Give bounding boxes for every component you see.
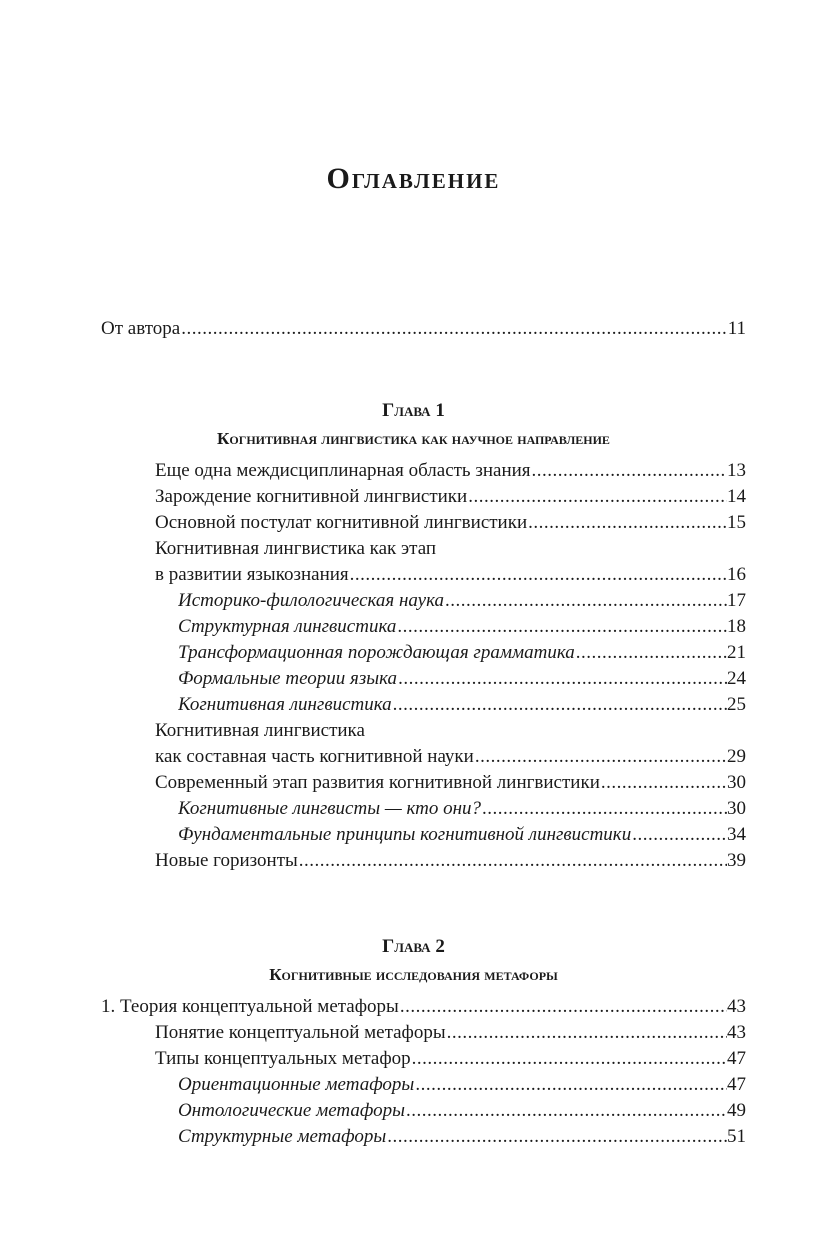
toc-entry[interactable] — [155, 770, 746, 796]
toc-entry-text: Трансформационная порождающая грамматика — [178, 642, 575, 663]
toc-page-number: 43 — [727, 1022, 746, 1043]
toc-leader — [180, 316, 728, 342]
toc-leader — [631, 822, 727, 848]
toc-page-number: 24 — [727, 668, 746, 689]
toc-entry[interactable] — [155, 1020, 746, 1046]
toc-entry-text: в развитии языкознания — [155, 564, 349, 585]
toc-page-number: 25 — [727, 694, 746, 715]
toc-leader — [600, 770, 727, 796]
toc-page-number: 21 — [727, 642, 746, 663]
toc-entry[interactable] — [155, 1046, 746, 1072]
toc-page-number: 14 — [727, 486, 746, 507]
toc-leader — [444, 588, 727, 614]
toc-entry-text: Историко-филологическая наука — [178, 590, 445, 611]
toc-entry[interactable] — [155, 510, 746, 536]
toc-page-number: 18 — [727, 616, 746, 637]
toc-leader — [397, 666, 727, 692]
toc-subentry[interactable] — [178, 1072, 746, 1098]
toc-page-number: 47 — [727, 1074, 746, 1095]
toc-subentry[interactable] — [178, 666, 746, 692]
toc-entry-text: Когнитивная лингвистика — [178, 694, 392, 715]
toc-entry[interactable] — [155, 458, 746, 484]
toc-leader — [405, 1098, 727, 1124]
toc-page-number: 47 — [727, 1048, 746, 1069]
toc-page-number: 51 — [727, 1126, 746, 1147]
toc-entry[interactable] — [155, 484, 746, 510]
toc-subentry[interactable] — [178, 692, 746, 718]
toc-entry-text-first-line[interactable]: Когнитивная лингвистика — [155, 720, 365, 741]
toc-leader — [298, 848, 727, 874]
toc-leader — [386, 1124, 727, 1150]
toc-entry-text: Формальные теории языка — [178, 668, 398, 689]
toc-leader — [527, 510, 727, 536]
toc-page-number: 15 — [727, 512, 746, 533]
toc-leader — [411, 1046, 727, 1072]
toc-page-number: 11 — [727, 318, 746, 339]
toc-entry-text: Понятие концептуальной метафоры — [155, 1022, 446, 1043]
toc-subentry[interactable] — [178, 822, 746, 848]
toc-entry[interactable] — [155, 562, 746, 588]
toc-leader — [575, 640, 727, 666]
toc-entry-preface[interactable] — [101, 316, 746, 342]
page-title: Оглавление — [326, 162, 501, 195]
toc-leader — [414, 1072, 727, 1098]
toc-entry-text: Зарождение когнитивной лингвистики — [155, 486, 468, 507]
toc-leader — [481, 796, 727, 822]
toc-subentry[interactable] — [178, 1124, 746, 1150]
toc-entry-text: Фундаментальные принципы когнитивной лингвистики — [178, 824, 632, 845]
toc-leader — [399, 994, 727, 1020]
toc-leader — [349, 562, 727, 588]
chapter-1-title: Когнитивная лингвистика как научное направление — [217, 429, 610, 448]
toc-entry-text: Еще одна междисциплинарная область знания — [155, 460, 531, 481]
toc-entry-text: Новые горизонты — [155, 850, 298, 871]
chapter-2-title: Когнитивные исследования метафоры — [269, 965, 558, 984]
toc-page-number: 30 — [727, 798, 746, 819]
toc-entry-text: Онтологические метафоры — [178, 1100, 405, 1121]
toc-entry-text: Ориентационные метафоры — [178, 1074, 415, 1095]
toc-leader — [392, 692, 727, 718]
toc-page-number: 13 — [727, 460, 746, 481]
toc-leader — [467, 484, 727, 510]
toc-entry-text: Основной постулат когнитивной лингвистики — [155, 512, 528, 533]
toc-page-number: 30 — [727, 772, 746, 793]
toc-entry-text: Структурные метафоры — [178, 1126, 387, 1147]
toc-entry-text: 1. Теория концептуальной метафоры — [101, 996, 399, 1017]
toc-subentry[interactable] — [178, 640, 746, 666]
toc-entry-text: как составная часть когнитивной науки — [155, 746, 474, 767]
toc-leader — [531, 458, 727, 484]
toc-page-number: 49 — [727, 1100, 746, 1121]
toc-entry-text-first-line[interactable]: Когнитивная лингвистика как этап — [155, 538, 437, 559]
toc-leader — [446, 1020, 727, 1046]
toc-subentry[interactable] — [178, 588, 746, 614]
toc-entry-text: Структурная лингвистика — [178, 616, 397, 637]
toc-subentry[interactable] — [178, 796, 746, 822]
toc-entry[interactable] — [155, 848, 746, 874]
toc-page-number: 16 — [727, 564, 746, 585]
toc-leader — [474, 744, 727, 770]
toc-subentry[interactable] — [178, 614, 746, 640]
toc-page-number: 39 — [727, 850, 746, 871]
toc-subentry[interactable] — [178, 1098, 746, 1124]
toc-entry-text: От автора — [101, 318, 181, 339]
toc-page-number: 29 — [727, 746, 746, 767]
toc-page-number: 17 — [727, 590, 746, 611]
toc-entry-text: Когнитивные лингвисты — кто они? — [178, 798, 481, 819]
toc-leader — [396, 614, 727, 640]
toc-entry[interactable] — [101, 994, 746, 1020]
chapter-2-label: Глава 2 — [382, 936, 445, 957]
toc-entry[interactable] — [155, 744, 746, 770]
toc-entry-text: Типы концептуальных метафор — [155, 1048, 411, 1069]
chapter-1-label: Глава 1 — [382, 400, 445, 421]
toc-page-number: 34 — [727, 824, 746, 845]
toc-page-number: 43 — [727, 996, 746, 1017]
toc-entry-text: Современный этап развития когнитивной лингвистики — [155, 772, 600, 793]
